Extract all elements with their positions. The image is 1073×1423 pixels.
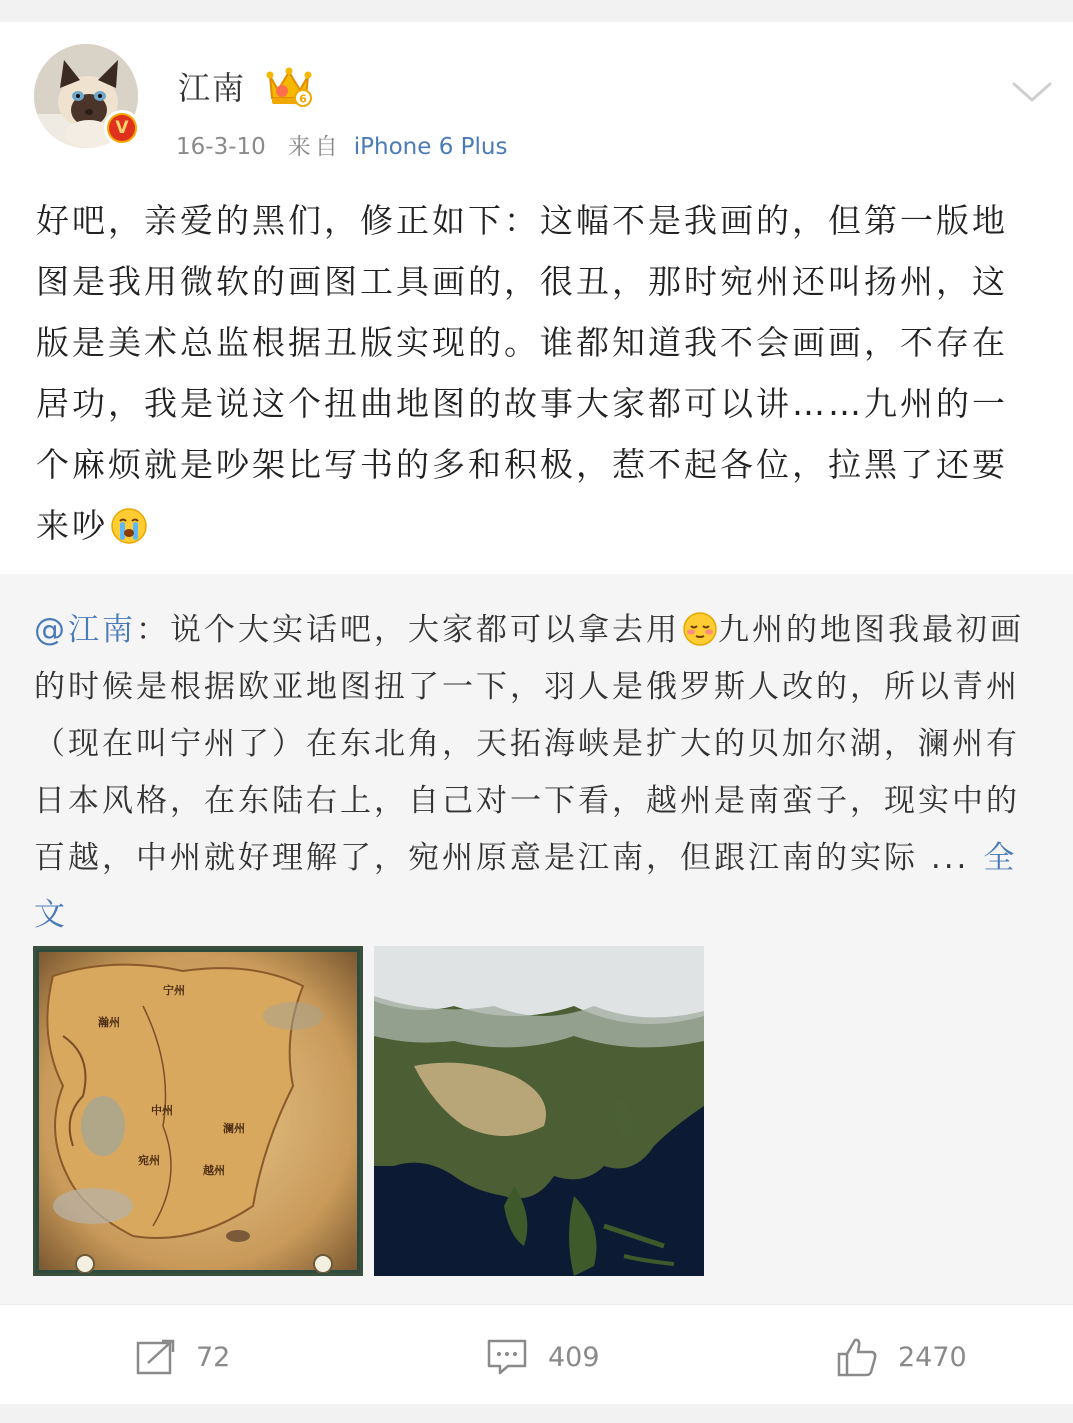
post-meta [176,130,507,164]
repost-button[interactable] [136,1335,230,1379]
post-body: 好吧，亲爱的黑们，修正如下：这幅不是我画的，但第一版地图是我用微软的画图工具画的，很丑，那时宛州还叫扬州，这版是美术总监根据丑版实现的。谁都知道我不会画画，不存在居功，我是说这个扭曲地图的故事大家都可以讲……九州的一个麻烦就是吵架比写书的多和积极，惹不起各位，拉黑了还要来吵 [36,201,1008,545]
mention-link[interactable]: @江南 [34,612,136,648]
retweet-text-part1: ：说个大实话吧，大家都可以拿去用 [136,612,680,648]
verified-v-icon: V [109,115,135,141]
map-label-lanzhou: 澜州 [223,1122,245,1135]
map-label-hanzhou: 瀚州 [98,1016,120,1029]
comment-count: 409 [548,1341,600,1373]
comment-icon [486,1338,528,1376]
retweet-text-part2: 九州的地图我最初画的时候是根据欧亚地图扭了一下，羽人是俄罗斯人改的，所以青州（现在叫宁州了）在东北角，天拓海峡是扩大的贝加尔湖，澜州有日本风格，在东陆右上，自己对一下看，越州是南蛮子，现实中的百越，中州就好理解了，宛州原意是江南，但跟江南的实际 [34,612,1024,876]
like-button[interactable] [836,1335,967,1379]
map-label-zhongzhou: 中州 [151,1104,173,1117]
post-date: 16-3-10 [176,134,266,160]
satellite-asia-image[interactable] [374,946,704,1276]
shy-face-icon [682,611,718,647]
thumbs-up-icon [836,1337,878,1377]
username[interactable]: 江南 [178,69,247,107]
repost-count: 72 [196,1341,231,1373]
verified-badge [104,110,140,146]
full-text-link[interactable]: 全文 [34,840,1018,933]
post-source[interactable]: iPhone 6 Plus [353,134,508,160]
crown-level-icon[interactable] [266,64,312,108]
comment-button[interactable] [486,1335,600,1379]
action-bar [0,1304,1073,1405]
map-label-yuezhou: 越州 [203,1164,225,1177]
map-label-ningzhou: 宁州 [163,984,185,997]
top-divider [0,0,1073,22]
retweet-text [34,602,1044,944]
repost-icon [136,1339,176,1375]
bottom-divider [0,1404,1073,1423]
post-text [36,190,1036,556]
chevron-down-icon[interactable] [1010,78,1054,106]
fantasy-map-image[interactable] [33,946,363,1276]
crying-face-icon [110,507,148,545]
from-label: 来自 [287,134,342,160]
svg-text:6: 6 [299,92,307,106]
map-label-wanzhou: 宛州 [138,1154,160,1167]
retweet-ellipsis: ... [918,840,970,876]
like-count: 2470 [898,1341,967,1373]
